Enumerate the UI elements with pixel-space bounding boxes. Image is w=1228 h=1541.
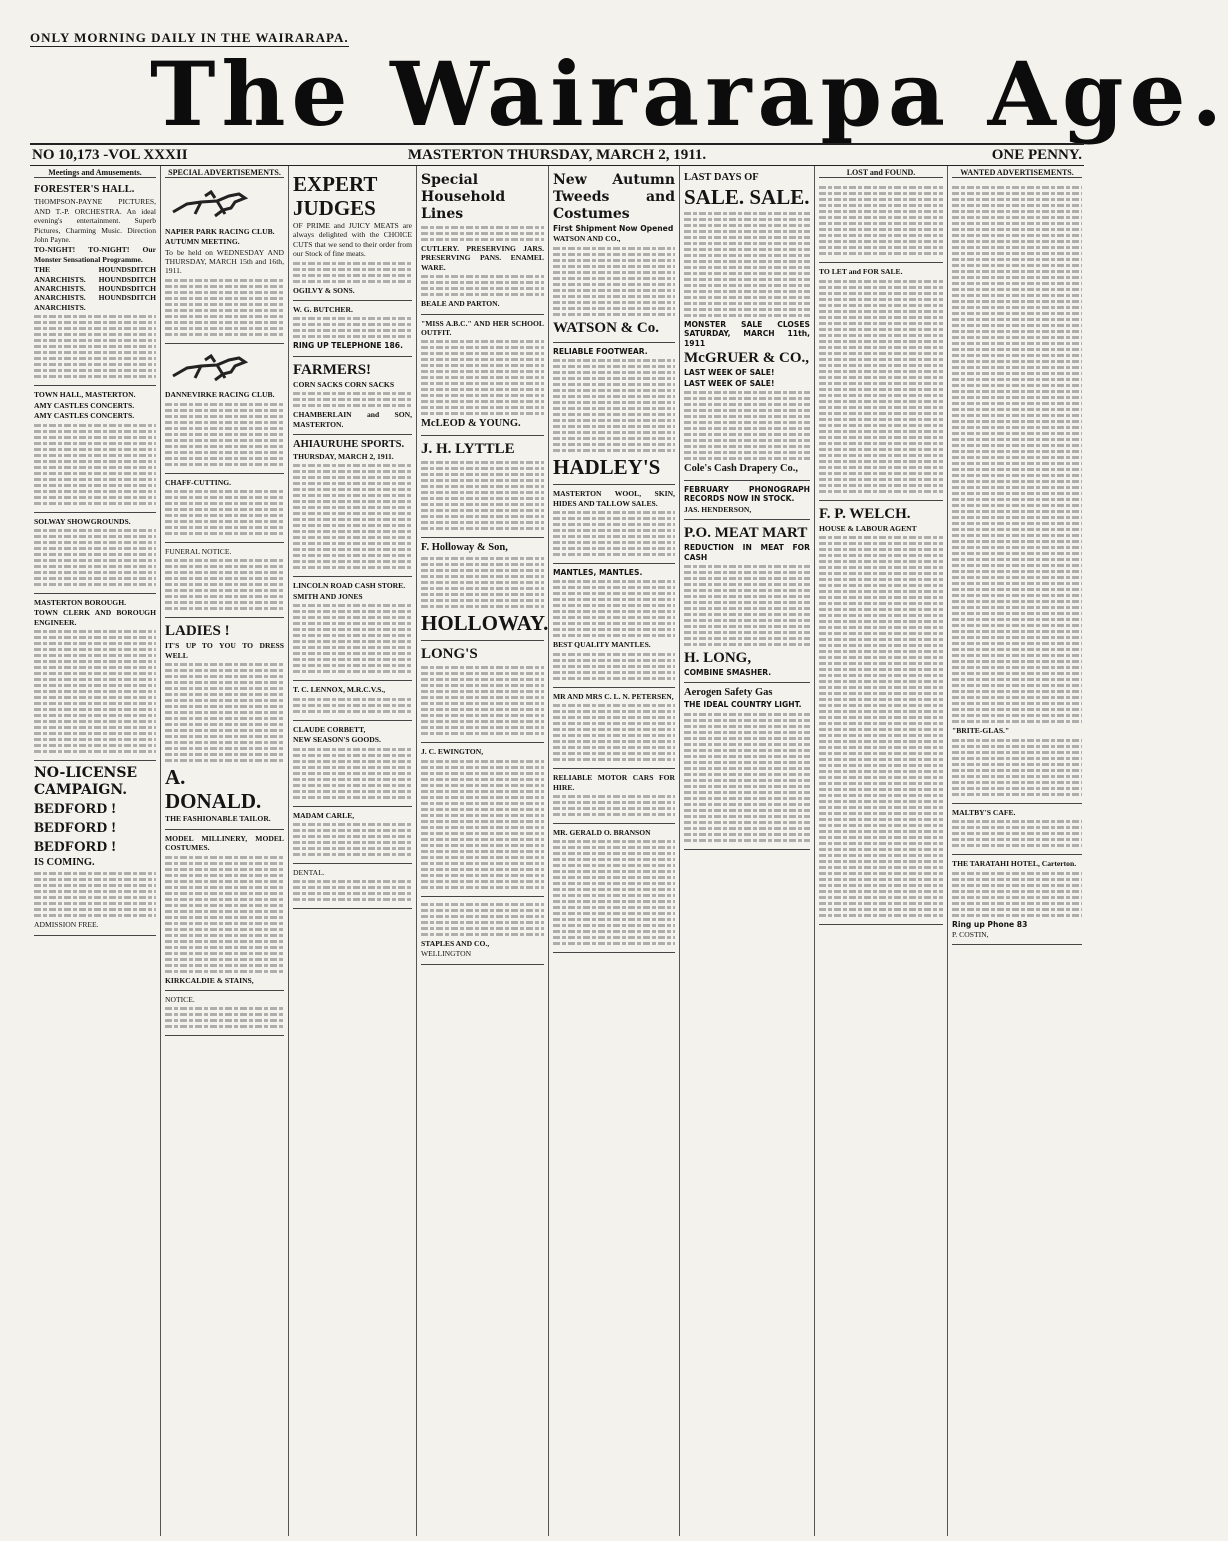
advert-school [421,315,544,437]
advert-madam-carle [293,807,412,864]
advert-corbett [293,721,412,807]
advert-solway [34,513,156,594]
advert-title: RELIABLE FOOTWEAR. [553,346,648,356]
advert-borough [34,594,156,761]
advert-title: Aerogen Safety Gas [684,687,773,699]
advert-body: TO-NIGHT! TO-NIGHT! Our Monster Sensational Programme. [34,245,156,264]
advert-title: CLAUDE CORBETT, [293,724,366,734]
advert-body: CUTLERY. PRESERVING JARS. PRESERVING PANS. ENAMEL WARE. [421,244,544,272]
text-lines [165,403,284,466]
advert-body: Cole's Cash Drapery Co., [684,463,799,475]
text-lines [165,1007,284,1028]
advert-body: THE FASHIONABLE TAILOR. [165,814,271,824]
advert-title: CHAFF-CUTTING. [165,477,232,487]
advert-title: MADAM CARLE, [293,810,355,820]
advert-title: RELIABLE MOTOR CARS FOR HIRE. [553,773,675,792]
advert-body: TOWN CLERK AND BOROUGH ENGINEER. [34,608,156,627]
text-lines [952,820,1082,847]
text-lines [553,795,675,816]
advert-title: MASTERTON WOOL, SKIN, HIDES AND TALLOW SALES. [553,489,675,508]
advert-body: SALE. SALE. [684,185,810,209]
tagline: ONLY MORNING DAILY IN THE WAIRARAPA. [30,30,349,45]
advert-title: TO LET and FOR SALE. [819,267,903,277]
advert-title: FARMERS! [293,361,372,378]
advert-body: HOLLOWAY. [421,611,549,636]
text-lines [293,464,412,569]
text-lines [952,739,1082,796]
advert-farmers [293,357,412,435]
text-lines [684,565,810,646]
text-lines [684,212,810,317]
advert-body: BEST QUALITY MANTLES. [553,640,651,650]
text-lines [34,872,156,917]
advert-body: H. LONG, [684,650,752,667]
masthead-title: The Wairarapa Age. [150,42,1228,146]
advert-title: MR AND MRS C. L. N. PETERSEN, [553,691,674,701]
column-6 [680,166,815,1536]
text-lines [165,559,284,610]
advert-body: AMY CASTLES CONCERTS. [34,411,135,421]
advert-body: Ring up Phone 83 [952,919,1028,929]
text-lines [293,604,412,673]
text-lines [684,713,810,842]
column-header: LOST and FOUND. [819,168,943,178]
text-lines [34,424,156,505]
bedford-heading: BEDFORD ! [34,801,117,818]
column-1 [30,166,161,1536]
text-lines [293,880,412,901]
text-lines [293,748,412,799]
text-lines [421,557,544,608]
advert-lennox [293,681,412,720]
text-lines [34,315,156,378]
advert-dannevirke [165,344,284,474]
advert-petersen [553,688,675,769]
advert-body: WATSON AND CO., [553,234,621,244]
advert-title: NOTICE. [165,994,195,1004]
advert-body: McGRUER & CO., [684,350,809,367]
column-header: WANTED ADVERTISEMENTS. [952,168,1082,178]
advert-title: NO-LICENSE CAMPAIGN. [34,765,138,799]
column-2 [161,166,289,1536]
advert-body: To be held on WEDNESDAY AND THURSDAY, MARCH 15th and 16th, 1911. [165,247,284,276]
advert-body: "BRITE-GLAS." [952,726,1010,736]
advert-butcher [293,301,412,357]
column-header: Meetings and Amusements. [34,168,156,178]
advert-title: STAPLES AND CO., [421,938,490,948]
advert-title: LINCOLN ROAD CASH STORE. [293,581,406,591]
advert-body: LAST WEEK OF SALE! [684,368,775,378]
advert-wool-sales [553,485,675,564]
text-lines [553,653,675,680]
advert-body: AMY CASTLES CONCERTS. [34,400,135,410]
text-lines [553,704,675,761]
advert-tweeds [553,168,675,343]
advert-footwear [553,343,675,485]
text-lines [293,317,412,338]
text-lines [819,280,943,493]
advert-title: F. P. WELCH. [819,505,911,522]
advert-napier-racing [165,180,284,343]
advert-foresters-hall [34,180,156,386]
advert-body: THURSDAY, MARCH 2, 1911. [293,452,394,462]
text-lines [165,856,284,973]
text-lines [421,666,544,735]
advert-no-license [34,761,156,935]
text-lines [34,630,156,753]
advert-welch [819,501,943,925]
advert-title: LAST DAYS OF [684,172,759,183]
advert-expert-judges [293,168,412,301]
text-lines [293,698,412,713]
advert-title: MODEL MILLINERY, MODEL COSTUMES. [165,833,284,853]
advert-title: DANNEVIRKE RACING CLUB. [165,390,275,400]
advert-body: McLEOD & YOUNG. [421,418,521,430]
advert-title: DENTAL. [293,867,325,877]
advert-mantles [553,564,675,688]
advert-motor-cars [553,769,675,824]
advert-maltby [952,804,1082,855]
text-lines [421,226,544,241]
advert-lincoln-road [293,577,412,681]
advert-body: CORN SACKS CORN SACKS [293,379,395,389]
advert-meat-mart [684,520,810,683]
text-lines [952,186,1082,723]
text-lines [553,580,675,637]
advert-body: OGILVY & SONS. [293,285,355,295]
advert-lyttle [421,436,544,538]
text-lines [293,392,412,407]
text-lines [293,262,412,283]
advert-phonograph [684,481,810,520]
advert-taratahi [952,855,1082,945]
advert-body: AUTUMN MEETING. [165,237,240,247]
advert-body: BEALE AND PARTON. [421,299,500,309]
racehorse-illustration [165,350,255,384]
advert-ewington [421,743,544,896]
advert-body: REDUCTION IN MEAT FOR CASH [684,543,810,562]
text-lines [421,461,544,530]
advert-body: HADLEY'S [553,455,661,480]
advert-lost-found [819,180,943,263]
advert-household [421,168,544,315]
columns [30,166,1086,1536]
advert-body: JAS. HENDERSON, [684,504,752,514]
advert-sports [293,435,412,577]
advert-title: LONG'S [421,646,478,663]
donald-name: A. DONALD. [165,765,262,814]
advert-notice [165,991,284,1036]
advert-title: EXPERT JUDGES [293,172,378,220]
advert-body: SMITH AND JONES [293,591,363,601]
advert-title: New Autumn Tweeds and Costumes [553,172,675,222]
advert-title: AHIAURUHE SPORTS. [293,439,405,451]
text-lines [553,247,675,316]
bedford-heading: BEDFORD ! [34,839,117,856]
text-lines [684,391,810,460]
racehorse-illustration [165,186,255,220]
advert-body: WELLINGTON [421,949,472,959]
advert-title: MANTLES, MANTLES. [553,568,643,578]
advert-body: OF PRIME and JUICY MEATS are always delighted with the CHOICE CUTS that we send to their order from our Stock of fine meats. [293,221,412,259]
advert-town-hall [34,386,156,512]
advert-title: MALTBY'S CAFE. [952,807,1016,817]
text-lines [553,359,675,452]
advert-title: FORESTER'S HALL. [34,184,135,196]
advert-dental [293,864,412,909]
dateline: MASTERTON THURSDAY, MARCH 2, 1911. [407,147,707,163]
advert-body: NEW SEASON'S GOODS. [293,735,381,745]
price: ONE PENNY. [991,147,1082,163]
advert-body: THE HOUNDSDITCH ANARCHISTS. HOUNDSDITCH ANARCHISTS. HOUNDSDITCH ANARCHISTS. HOUNDSDITCH ANARCHISTS. [34,265,156,312]
advert-branson [553,824,675,953]
advert-body: COMBINE SMASHER. [684,668,772,678]
date-bar [30,143,1084,166]
advert-body: THOMPSON-PAYNE PICTURES, AND T.-P. ORCHESTRA. An ideal evening's entertainment. Superb Pictures, Charming Music. Direction John Payne. [34,197,156,245]
advert-body: KIRKCALDIE & STAINS, [165,975,254,985]
advert-body: MONSTER SALE CLOSES SATURDAY, MARCH 11th, 1911 [684,320,810,348]
advert-title: NAPIER PARK RACING CLUB. [165,226,275,236]
advert-title: LADIES ! [165,623,230,640]
advert-to-let [819,263,943,500]
text-lines [553,511,675,556]
advert-title: FUNERAL NOTICE. [165,547,232,557]
text-lines [952,872,1082,917]
advert-title: T. C. LENNOX, M.R.C.V.S., [293,685,386,695]
text-lines [165,279,284,336]
advert-title: THE TARATAHI HOTEL, Carterton. [952,859,1077,869]
advert-title: J. C. EWINGTON, [421,747,484,757]
advert-title: MASTERTON BOROUGH. [34,597,126,607]
advert-title: P.O. MEAT MART [684,525,808,542]
text-lines [421,760,544,889]
column-8 [948,166,1086,1536]
advert-body: LAST WEEK OF SALE! [684,378,775,388]
advert-body: THE IDEAL COUNTRY LIGHT. [684,700,802,710]
advert-staples [421,897,544,965]
text-lines [421,340,544,415]
advert-holloway [421,538,549,641]
advert-body: CHAMBERLAIN and SON, MASTERTON. [293,410,412,429]
advert-body: P. COSTIN, [952,930,989,940]
column-3 [289,166,417,1536]
advert-title: J. H. LYTTLE [421,441,515,458]
advert-wanted [952,180,1082,803]
advert-title: SOLWAY SHOWGROUNDS. [34,516,131,526]
advert-aerogen [684,683,810,849]
issue-number: NO 10,173 -VOL XXXII [32,147,188,163]
advert-title: W. G. BUTCHER. [293,305,353,315]
bedford-heading: BEDFORD ! [34,820,117,837]
text-lines [165,663,284,762]
advert-title: FEBRUARY PHONOGRAPH RECORDS NOW IN STOCK. [684,485,810,504]
advert-longs [421,641,544,743]
coming-label: IS COMING. [34,857,95,869]
column-4 [417,166,549,1536]
column-header: SPECIAL ADVERTISEMENTS. [165,168,284,178]
advert-ladies [165,618,284,829]
admission-label: ADMISSION FREE. [34,920,99,930]
advert-chaff [165,474,284,543]
advert-sale [684,168,810,481]
advert-title: Special Household Lines [421,172,506,222]
advert-title: "MISS A.B.C." AND HER SCHOOL OUTFIT. [421,318,544,338]
text-lines [553,840,675,945]
text-lines [819,536,943,917]
advert-title: MR. GERALD O. BRANSON [553,828,651,838]
column-7 [815,166,948,1536]
advert-funeral [165,543,284,618]
column-5 [549,166,680,1536]
advert-millinery [165,830,284,991]
text-lines [421,903,544,936]
advert-body: WATSON & Co. [553,319,659,336]
text-lines [165,490,284,535]
advert-body: IT'S UP TO YOU TO DRESS WELL [165,641,284,660]
text-lines [293,823,412,856]
text-lines [421,275,544,296]
text-lines [819,186,943,255]
advert-title: TOWN HALL, MASTERTON. [34,390,136,400]
text-lines [34,529,156,586]
advert-body: HOUSE & LABOUR AGENT [819,523,917,533]
advert-body: RING UP TELEPHONE 186. [293,341,403,351]
advert-title: F. Holloway & Son, [421,542,508,554]
advert-body: First Shipment Now Opened [553,224,674,233]
